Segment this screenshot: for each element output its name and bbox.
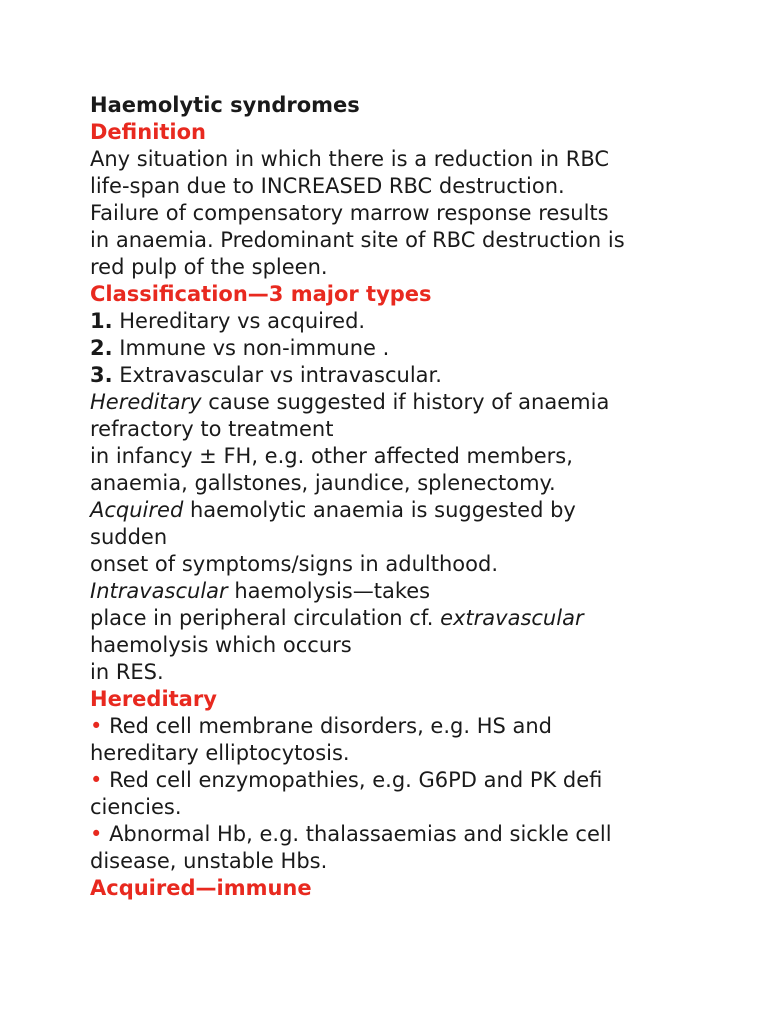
item-number: 2. xyxy=(90,336,113,360)
item-text: Extravascular vs intravascular. xyxy=(112,363,442,387)
hereditary-paragraph-line: refractory to treatment xyxy=(90,417,334,441)
definition-line: Any situation in which there is a reduction in RBC xyxy=(90,147,610,171)
hereditary-paragraph-line xyxy=(90,389,758,416)
intravascular-paragraph-line xyxy=(90,605,758,632)
definition-line: life-span due to INCREASED RBC destruction. xyxy=(90,174,565,198)
definition-heading: Definition xyxy=(90,120,207,144)
definition-line: in anaemia. Predominant site of RBC destruction is xyxy=(90,228,625,252)
item-number: 3. xyxy=(90,363,113,387)
bullet-text: Abnormal Hb, e.g. thalassaemias and sickle cell xyxy=(102,822,612,846)
classification-item xyxy=(90,335,758,362)
bullet-icon: • xyxy=(90,822,103,846)
item-text: Hereditary vs acquired. xyxy=(112,309,366,333)
hereditary-bullet xyxy=(90,821,758,848)
document-title: Haemolytic syndromes xyxy=(90,93,360,117)
document-page xyxy=(90,92,758,902)
hereditary-bullet xyxy=(90,713,758,740)
hereditary-paragraph-line: anaemia, gallstones, jaundice, splenectomy. xyxy=(90,471,556,495)
hereditary-term: Hereditary xyxy=(90,390,202,414)
hereditary-heading: Hereditary xyxy=(90,687,217,711)
bullet-icon: • xyxy=(90,768,103,792)
acquired-paragraph-line: onset of symptoms/signs in adulthood. xyxy=(90,552,498,576)
intravascular-text: haemolysis—takes xyxy=(227,579,431,603)
acquired-paragraph-line: sudden xyxy=(90,525,168,549)
intravascular-paragraph-line: in RES. xyxy=(90,660,164,684)
acquired-term: Acquired xyxy=(90,498,184,522)
hereditary-bullet-continuation: ciencies. xyxy=(90,795,182,819)
classification-heading: Classification—3 major types xyxy=(90,282,432,306)
bullet-text: Red cell membrane disorders, e.g. HS and xyxy=(102,714,552,738)
hereditary-bullet xyxy=(90,767,758,794)
intravascular-text: place in peripheral circulation cf. xyxy=(90,606,441,630)
extravascular-term: extravascular xyxy=(440,606,584,630)
hereditary-paragraph-line: in infancy ± FH, e.g. other affected members, xyxy=(90,444,573,468)
bullet-text: Red cell enzymopathies, e.g. G6PD and PK defi xyxy=(102,768,603,792)
bullet-icon: • xyxy=(90,714,103,738)
acquired-text: haemolytic anaemia is suggested by xyxy=(183,498,576,522)
definition-line: Failure of compensatory marrow response results xyxy=(90,201,609,225)
item-number: 1. xyxy=(90,309,113,333)
classification-item xyxy=(90,362,758,389)
intravascular-paragraph-line: haemolysis which occurs xyxy=(90,633,352,657)
hereditary-text: cause suggested if history of anaemia xyxy=(201,390,610,414)
acquired-paragraph-line xyxy=(90,497,758,524)
hereditary-bullet-continuation: disease, unstable Hbs. xyxy=(90,849,328,873)
definition-line: red pulp of the spleen. xyxy=(90,255,328,279)
intravascular-term: Intravascular xyxy=(90,579,228,603)
intravascular-paragraph-line xyxy=(90,578,758,605)
hereditary-bullet-continuation: hereditary elliptocytosis. xyxy=(90,741,350,765)
acquired-immune-heading: Acquired—immune xyxy=(90,876,312,900)
item-text: Immune vs non-immune . xyxy=(112,336,390,360)
classification-item xyxy=(90,308,758,335)
